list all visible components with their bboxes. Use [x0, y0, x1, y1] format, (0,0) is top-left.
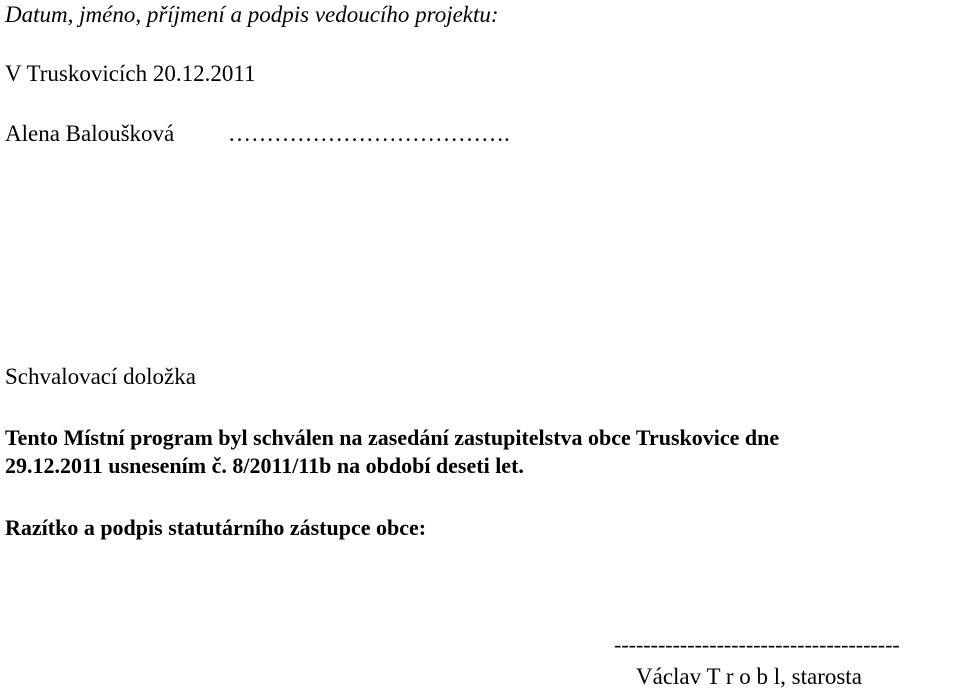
approval-text-line-1: Tento Místní program byl schválen na zasedání zastupitelstva obce Truskovice dne: [5, 425, 780, 450]
signature-header-label: Datum, jméno, příjmení a podpis vedoucího projektu:: [5, 2, 499, 27]
mayor-signature-line: ---------------------------------------: [614, 632, 900, 657]
approval-clause-title: Schvalovací doložka: [5, 364, 196, 389]
project-manager-name: Alena Baloušková: [5, 121, 175, 146]
stamp-signature-label: Razítko a podpis statutárního zástupce obce:: [5, 515, 427, 540]
mayor-name: Václav T r o b l, starosta: [636, 664, 862, 689]
project-manager-signature-dots: ……………………………….: [228, 121, 510, 146]
place-and-date: V Truskovicích 20.12.2011: [5, 61, 256, 86]
approval-text-line-2: 29.12.2011 usnesením č. 8/2011/11b na období deseti let.: [5, 453, 524, 478]
